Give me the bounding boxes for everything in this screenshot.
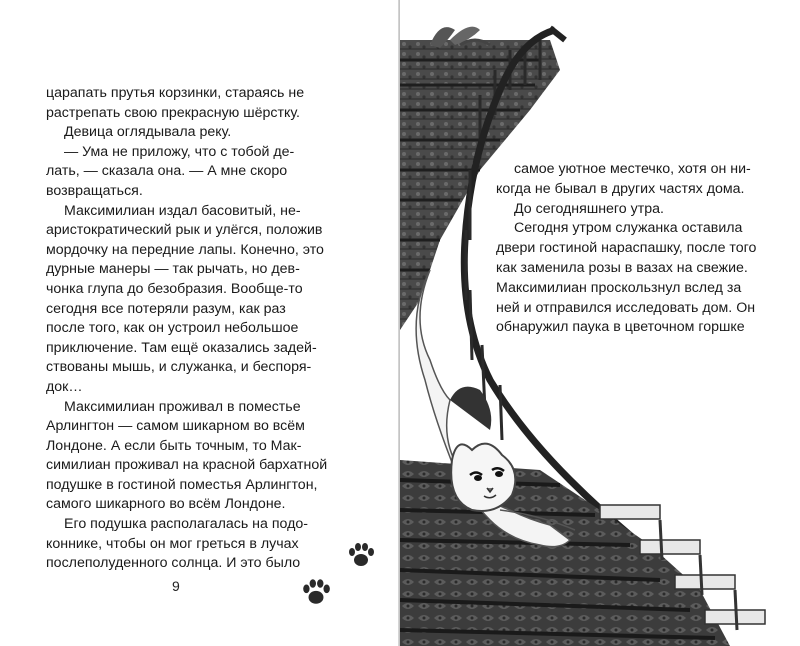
paragraph	[46, 123, 386, 143]
paragraph	[496, 200, 758, 220]
paragraph	[46, 202, 386, 398]
text-line: Максимилиан проживал в поместье	[64, 398, 301, 415]
text-line: симилиан проживал на красной бархатной	[46, 457, 328, 474]
text-line: Сегодня утром служанка оставила	[514, 220, 743, 237]
text-line: — Ума не приложу, что с тобой де-	[64, 143, 295, 160]
page-number: 9	[172, 578, 180, 594]
text-line: самого шикарного во всём Лондоне.	[46, 496, 286, 513]
text-line: как заменила розы в вазах на свежие.	[496, 259, 748, 276]
text-line: До сегодняшнего утра.	[514, 200, 664, 217]
text-line: самое уютное местечко, хотя он ни-	[514, 161, 751, 177]
paw-print-icon	[300, 576, 332, 608]
text-line: двери гостиной нараспашку, после того	[496, 240, 757, 257]
text-line: Арлингтон — самом шикарном во всём	[46, 418, 305, 435]
text-line: дурные манеры — так рычать, но дев-	[46, 261, 300, 278]
paragraph	[46, 398, 386, 516]
text-line: приключение. Там ещё оказались задей-	[46, 339, 317, 356]
text-line: после того, как он устроил небольшое	[46, 320, 299, 337]
paragraph	[46, 143, 386, 202]
text-line: сегодня все потеряли разум, как раз	[46, 300, 286, 317]
text-line: растрепать свою прекрасную шёрстку.	[46, 104, 300, 121]
text-line: коннике, чтобы он мог греться в лучах	[46, 535, 299, 552]
text-line: ствованы мышь, и служанка, и беспоря-	[46, 359, 312, 376]
paragraph	[46, 515, 386, 574]
text-line: Максимилиан издал басовитый, не-	[64, 202, 301, 219]
text-line: Девица оглядывала реку.	[64, 124, 232, 141]
text-line: ней и отправился исследовать дом. Он	[496, 299, 756, 316]
text-line: лать, — сказала она. — А мне скоро	[46, 163, 288, 180]
paragraph	[496, 219, 758, 338]
text-line: обнаружил паука в цветочном горшке	[496, 319, 745, 336]
left-page-text	[46, 84, 386, 574]
paw-print-icon	[346, 540, 376, 570]
text-line: возвращаться.	[46, 182, 143, 199]
text-line: док…	[46, 378, 83, 395]
text-line: мордочку на передние лапы. Конечно, это	[46, 241, 324, 258]
text-line: послеполуденного солнца. И это было	[46, 555, 301, 572]
paragraph	[496, 160, 758, 200]
text-line: Максимилиан проскользнул вслед за	[496, 279, 742, 296]
text-line: чонка глупа до безобразия. Вообще-то	[46, 280, 303, 297]
text-line: царапать прутья корзинки, стараясь не	[46, 85, 305, 101]
text-line: Его подушка располагалась на подо-	[64, 516, 308, 533]
text-line: подушке в гостиной поместья Арлингтон,	[46, 476, 318, 493]
text-line: аристократический рык и улёгся, положив	[46, 222, 323, 239]
text-line: Лондоне. А если быть точным, то Мак-	[46, 437, 302, 454]
paragraph	[46, 84, 386, 123]
right-page-text	[496, 160, 758, 338]
text-line: когда не бывал в других частях дома.	[496, 180, 745, 197]
